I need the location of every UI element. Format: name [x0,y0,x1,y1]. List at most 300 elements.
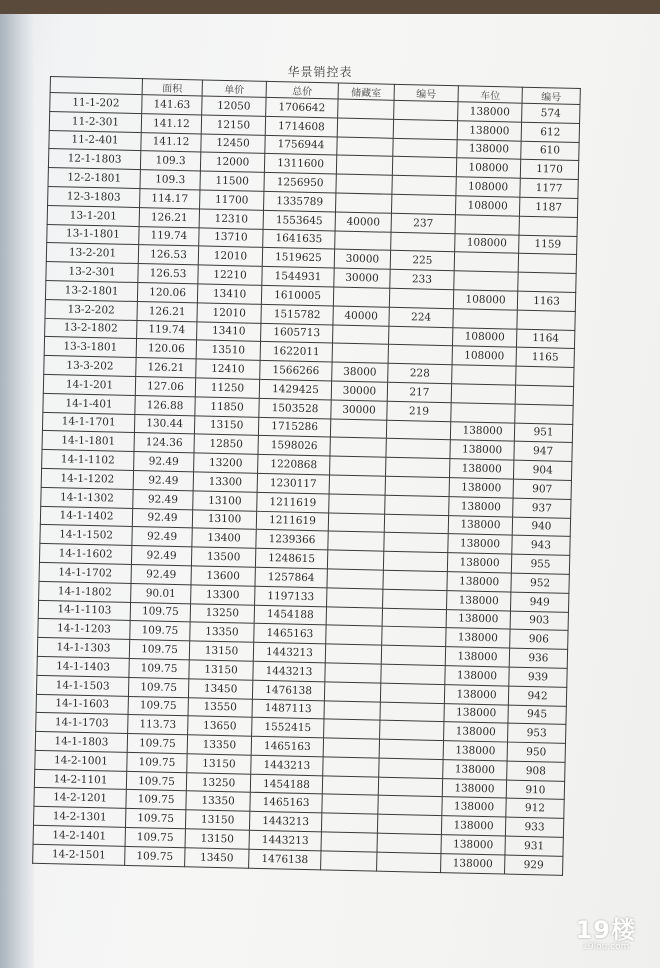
cell-unit-price: 13150 [194,415,258,435]
cell-parking: 138000 [447,553,511,573]
cell-storage [335,193,391,213]
cell-unit-price: 12210 [198,265,262,285]
cell-parking-number: 1177 [520,178,578,198]
cell-parking: 138000 [447,590,511,610]
cell-area: 92.49 [134,452,194,472]
cell-area: 92.49 [131,546,191,566]
cell-unit: 13-2-201 [46,243,138,264]
cell-total-price: 1544931 [262,267,334,287]
cell-unit: 13-2-1802 [45,318,137,339]
cell-storage [337,118,393,138]
cell-area: 109.75 [129,658,189,678]
cell-parking: 138000 [458,102,522,122]
cell-parking-number [515,385,573,405]
cell-storage [327,569,383,589]
cell-area: 114.17 [140,189,200,209]
cell-unit-price: 11850 [195,397,259,417]
cell-area: 109.75 [125,809,185,829]
cell-storage [328,512,384,532]
cell-total-price: 1553645 [263,210,335,230]
cell-unit: 14-2-1001 [35,750,127,771]
cell-unit-price: 13350 [186,791,250,811]
cell-total-price: 1465163 [251,736,323,756]
cell-parking-number [515,404,573,424]
cell-area: 109.75 [125,846,185,866]
cell-parking: 138000 [449,478,513,498]
cell-total-price: 1211619 [256,511,328,531]
cell-unit: 14-2-1501 [33,844,125,865]
cell-parking: 138000 [449,496,513,516]
header-total-price: 总价 [266,81,338,99]
cell-parking: 138000 [457,139,521,159]
cell-total-price: 1248615 [255,548,327,568]
cell-storage-number [381,645,445,665]
cell-unit: 13-2-1801 [45,280,137,301]
cell-parking-number: 933 [505,817,563,837]
cell-parking-number: 610 [521,141,579,161]
cell-total-price: 1257864 [255,567,327,587]
cell-unit: 14-1-1503 [36,675,128,696]
site-watermark [576,918,636,952]
cell-unit-price: 13450 [185,848,249,868]
cell-storage [337,137,393,157]
cell-storage-number [378,796,442,816]
cell-area: 109.75 [127,734,187,754]
cell-storage [323,757,379,777]
cell-parking: 138000 [444,684,508,704]
cell-total-price: 1756944 [265,135,337,155]
cell-unit-price: 13150 [187,754,251,774]
cell-unit: 14-1-1403 [37,656,129,677]
cell-total-price: 1715286 [258,417,330,437]
cell-total-price: 1443213 [253,661,325,681]
cell-storage [324,700,380,720]
cell-parking: 138000 [449,459,513,479]
cell-storage [330,419,386,439]
cell-storage-number [388,326,452,346]
cell-area: 141.12 [141,132,201,152]
cell-unit: 14-1-1603 [36,694,128,715]
cell-parking: 108000 [455,196,519,216]
cell-parking-number: 1164 [516,329,574,349]
cell-unit-price: 12310 [199,209,263,229]
cell-storage-number [379,758,443,778]
cell-unit: 14-1-201 [43,374,135,395]
cell-parking-number: 950 [507,742,565,762]
cell-unit: 14-1-1702 [39,562,131,583]
cell-total-price: 1519625 [262,248,334,268]
cell-storage-number: 233 [390,269,454,289]
cell-storage [336,174,392,194]
cell-area: 126.21 [137,301,197,321]
cell-storage-number [377,833,441,853]
cell-storage [335,231,391,251]
cell-parking-number: 929 [505,855,563,875]
cell-area: 126.88 [135,395,195,415]
cell-total-price: 1641635 [263,229,335,249]
cell-area: 119.74 [137,320,197,340]
cell-total-price: 1429425 [259,379,331,399]
header-storage-number: 编号 [394,84,458,101]
cell-unit: 13-3-1801 [44,337,136,358]
cell-storage-number [382,626,446,646]
cell-area: 109.3 [140,170,200,190]
cell-area: 126.21 [139,207,199,227]
cell-parking [453,308,517,328]
cell-storage [326,606,382,626]
cell-unit: 13-2-301 [46,262,138,283]
cell-unit-price: 13510 [196,340,260,360]
cell-unit: 14-1-1703 [36,713,128,734]
cell-unit-price: 13150 [189,660,253,680]
cell-storage-number [380,702,444,722]
cell-total-price: 1706642 [266,97,338,117]
cell-unit: 14-1-1103 [38,600,130,621]
cell-storage [326,625,382,645]
cell-area: 109.75 [126,771,186,791]
cell-unit: 14-1-1802 [39,581,131,602]
cell-unit: 11-2-401 [49,130,141,151]
cell-storage-number [384,514,448,534]
cell-storage [324,682,380,702]
cell-unit-price: 13100 [193,491,257,511]
cell-parking-number: 912 [506,799,564,819]
cell-unit: 12-1-1803 [48,149,140,170]
cell-unit-price: 11500 [200,171,264,191]
cell-total-price: 1503528 [259,398,331,418]
cell-storage [327,550,383,570]
cell-parking-number: 952 [511,573,569,593]
cell-storage [328,531,384,551]
cell-storage: 30000 [331,381,387,401]
cell-storage [336,155,392,175]
cell-parking: 138000 [445,647,509,667]
cell-unit: 13-1-201 [47,205,139,226]
cell-storage-number [380,720,444,740]
cell-storage: 40000 [333,306,389,326]
cell-storage [321,851,377,871]
cell-storage [325,663,381,683]
cell-area: 109.3 [140,151,200,171]
cell-storage [324,719,380,739]
cell-total-price: 1239366 [256,530,328,550]
cell-unit-price: 13150 [185,810,249,830]
cell-storage [333,325,389,345]
cell-total-price: 1220868 [258,454,330,474]
cell-area: 113.73 [128,715,188,735]
cell-total-price: 1335789 [264,191,336,211]
cell-parking: 108000 [453,290,517,310]
cell-storage: 30000 [334,268,390,288]
cell-parking: 138000 [446,628,510,648]
cell-parking: 138000 [444,703,508,723]
cell-storage-number [391,194,455,214]
cell-total-price: 1256950 [264,173,336,193]
cell-parking-number: 943 [512,535,570,555]
cell-unit-price: 13450 [188,679,252,699]
cell-storage: 38000 [332,362,388,382]
cell-unit: 14-1-1701 [42,412,134,433]
cell-total-price: 1476138 [249,849,321,869]
cell-unit-price: 13400 [192,528,256,548]
cell-unit-price: 12000 [200,152,264,172]
cell-total-price: 1465163 [250,793,322,813]
cell-parking-number: 1170 [520,160,578,180]
cell-total-price: 1605713 [261,323,333,343]
cell-storage-number [382,608,446,628]
cell-parking: 138000 [446,609,510,629]
cell-unit-price: 13200 [194,453,258,473]
cell-storage-number [388,345,452,365]
cell-storage-number [385,476,449,496]
cell-parking: 138000 [441,835,505,855]
cell-area: 126.53 [138,245,198,265]
cell-storage [330,456,386,476]
cell-parking: 138000 [450,421,514,441]
cell-unit-price: 13100 [192,509,256,529]
cell-unit: 13-1-1801 [47,224,139,245]
cell-total-price: 1443213 [249,812,321,832]
cell-storage-number [389,288,453,308]
cell-parking: 138000 [442,797,506,817]
watermark-logo: 19楼 [575,916,636,944]
cell-unit-price: 13600 [191,566,255,586]
cell-parking: 138000 [445,666,509,686]
cell-storage [329,475,385,495]
cell-storage-number: 237 [391,213,455,233]
cell-total-price: 1622011 [260,342,332,362]
cell-total-price: 1552415 [252,718,324,738]
cell-parking-number: 1187 [519,197,577,217]
cell-parking-number [518,254,576,274]
cell-unit: 14-1-1602 [39,544,131,565]
cell-unit-price: 13350 [187,735,251,755]
cell-unit-price: 13250 [186,772,250,792]
cell-parking-number [518,272,576,292]
cell-storage-number [386,439,450,459]
cell-storage-number [385,495,449,515]
cell-parking-number: 953 [508,723,566,743]
cell-unit: 12-2-1801 [48,168,140,189]
cell-area: 109.75 [128,677,188,697]
cell-unit-price: 11250 [195,378,259,398]
cell-unit: 13-2-202 [45,299,137,320]
cell-storage-number: 225 [390,251,454,271]
cell-unit-price: 12410 [196,359,260,379]
cell-unit: 14-1-1803 [35,731,127,752]
cell-area: 127.06 [135,376,195,396]
cell-storage-number [381,664,445,684]
cell-unit-price: 13500 [191,547,255,567]
binder-edge [0,14,34,968]
cell-total-price: 1443213 [249,830,321,850]
cell-storage-number [393,119,457,139]
cell-area: 126.21 [136,358,196,378]
cell-unit: 14-1-1402 [40,506,132,527]
cell-storage-number [383,551,447,571]
cell-parking-number: 1163 [517,291,575,311]
cell-unit: 14-1-401 [43,393,135,414]
cell-total-price: 1454188 [250,774,322,794]
cell-parking-number: 937 [513,498,571,518]
cell-parking: 138000 [443,741,507,761]
cell-area: 120.06 [136,339,196,359]
cell-unit-price: 13300 [191,585,255,605]
cell-storage-number [392,175,456,195]
cell-parking-number: 574 [522,103,580,123]
sales-control-table [32,76,581,876]
cell-parking [451,402,515,422]
cell-area: 92.49 [132,508,192,528]
cell-unit: 14-2-1301 [33,807,125,828]
cell-parking-number: 908 [507,761,565,781]
cell-storage [329,494,385,514]
cell-unit-price: 13410 [197,321,261,341]
cell-unit: 12-3-1803 [48,186,140,207]
cell-area: 109.75 [130,602,190,622]
cell-unit: 14-2-1101 [34,769,126,790]
cell-area: 92.49 [132,527,192,547]
cell-storage-number [391,232,455,252]
cell-unit-price: 12010 [198,246,262,266]
cell-unit-price: 12050 [202,96,266,116]
cell-parking-number: 949 [510,592,568,612]
cell-area: 124.36 [134,433,194,453]
cell-storage-number: 217 [387,382,451,402]
cell-parking: 138000 [450,440,514,460]
cell-storage-number: 224 [389,307,453,327]
cell-parking: 108000 [452,327,516,347]
cell-unit: 14-2-1401 [33,825,125,846]
cell-parking: 138000 [441,816,505,836]
cell-parking-number: 945 [508,705,566,725]
cell-parking-number: 907 [513,479,571,499]
cell-parking: 138000 [448,515,512,535]
sales-control-table-wrapper [32,76,581,876]
cell-parking: 108000 [456,158,520,178]
cell-parking [454,271,518,291]
cell-total-price: 1515782 [261,304,333,324]
cell-parking: 108000 [455,233,519,253]
cell-area: 120.06 [137,283,197,303]
cell-storage [322,776,378,796]
header-area: 面积 [142,79,202,96]
cell-storage-number [377,814,441,834]
cell-total-price: 1443213 [251,755,323,775]
cell-area: 109.75 [127,752,187,772]
cell-total-price: 1714608 [265,116,337,136]
cell-storage-number [380,683,444,703]
cell-parking-number: 931 [505,836,563,856]
cell-unit: 14-1-1303 [37,637,129,658]
cell-unit-price: 13650 [188,716,252,736]
cell-parking-number: 947 [514,441,572,461]
cell-parking-number: 910 [506,780,564,800]
cell-storage-number [379,739,443,759]
cell-area: 92.49 [131,564,191,584]
cell-storage-number [377,852,441,872]
header-parking-number: 编号 [522,87,580,104]
cell-total-price: 1311600 [264,154,336,174]
cell-parking [451,384,515,404]
cell-unit-price: 12010 [197,303,261,323]
cell-storage-number: 219 [387,401,451,421]
cell-storage [323,738,379,758]
cell-storage: 30000 [331,400,387,420]
cell-unit-price: 13300 [193,472,257,492]
cell-parking-number [516,366,574,386]
cell-storage: 30000 [334,249,390,269]
cell-storage [321,813,377,833]
table-body [33,93,580,875]
cell-parking-number: 942 [508,686,566,706]
cell-parking-number: 903 [510,611,568,631]
document-title: 华景销控表 [287,65,353,79]
cell-unit-price: 13550 [188,697,252,717]
cell-storage [321,832,377,852]
cell-parking-number: 955 [511,554,569,574]
cell-storage [327,588,383,608]
cell-storage-number [384,533,448,553]
cell-storage-number [386,457,450,477]
header-storage: 储藏室 [338,83,394,100]
cell-total-price: 1211619 [257,492,329,512]
cell-unit: 14-1-1502 [40,525,132,546]
cell-area: 141.63 [142,95,202,115]
cell-storage-number [386,420,450,440]
cell-parking-number: 1159 [519,235,577,255]
cell-storage-number [394,100,458,120]
cell-parking [454,252,518,272]
cell-storage [333,287,389,307]
cell-storage [338,99,394,119]
cell-unit-price: 13150 [185,829,249,849]
cell-parking-number: 612 [521,122,579,142]
cell-unit-price: 13410 [197,284,261,304]
cell-unit: 11-1-202 [50,93,142,114]
cell-parking: 138000 [448,534,512,554]
cell-unit-price: 11700 [200,190,264,210]
cell-storage-number [383,570,447,590]
cell-unit-price: 13150 [189,641,253,661]
cell-storage [322,794,378,814]
cell-total-price: 1566266 [260,360,332,380]
cell-unit: 14-2-1201 [34,788,126,809]
cell-parking-number: 939 [509,667,567,687]
cell-unit: 14-1-1801 [42,431,134,452]
cell-storage-number: 228 [388,363,452,383]
cell-parking-number: 906 [510,629,568,649]
cell-area: 119.74 [139,226,199,246]
cell-parking-number [517,310,575,330]
cell-area: 109.75 [129,640,189,660]
cell-total-price: 1230117 [257,473,329,493]
cell-unit-price: 12850 [194,434,258,454]
cell-storage [325,644,381,664]
cell-storage-number [378,777,442,797]
cell-parking: 138000 [457,121,521,141]
cell-total-price: 1465163 [254,624,326,644]
cell-area: 92.49 [133,470,193,490]
cell-parking: 108000 [456,177,520,197]
cell-area: 92.49 [133,489,193,509]
cell-parking-number: 904 [513,460,571,480]
cell-parking-number: 940 [512,517,570,537]
header-unit-price: 单价 [202,80,266,97]
cell-unit-price: 12150 [201,115,265,135]
cell-area: 109.75 [126,790,186,810]
cell-parking: 138000 [442,778,506,798]
